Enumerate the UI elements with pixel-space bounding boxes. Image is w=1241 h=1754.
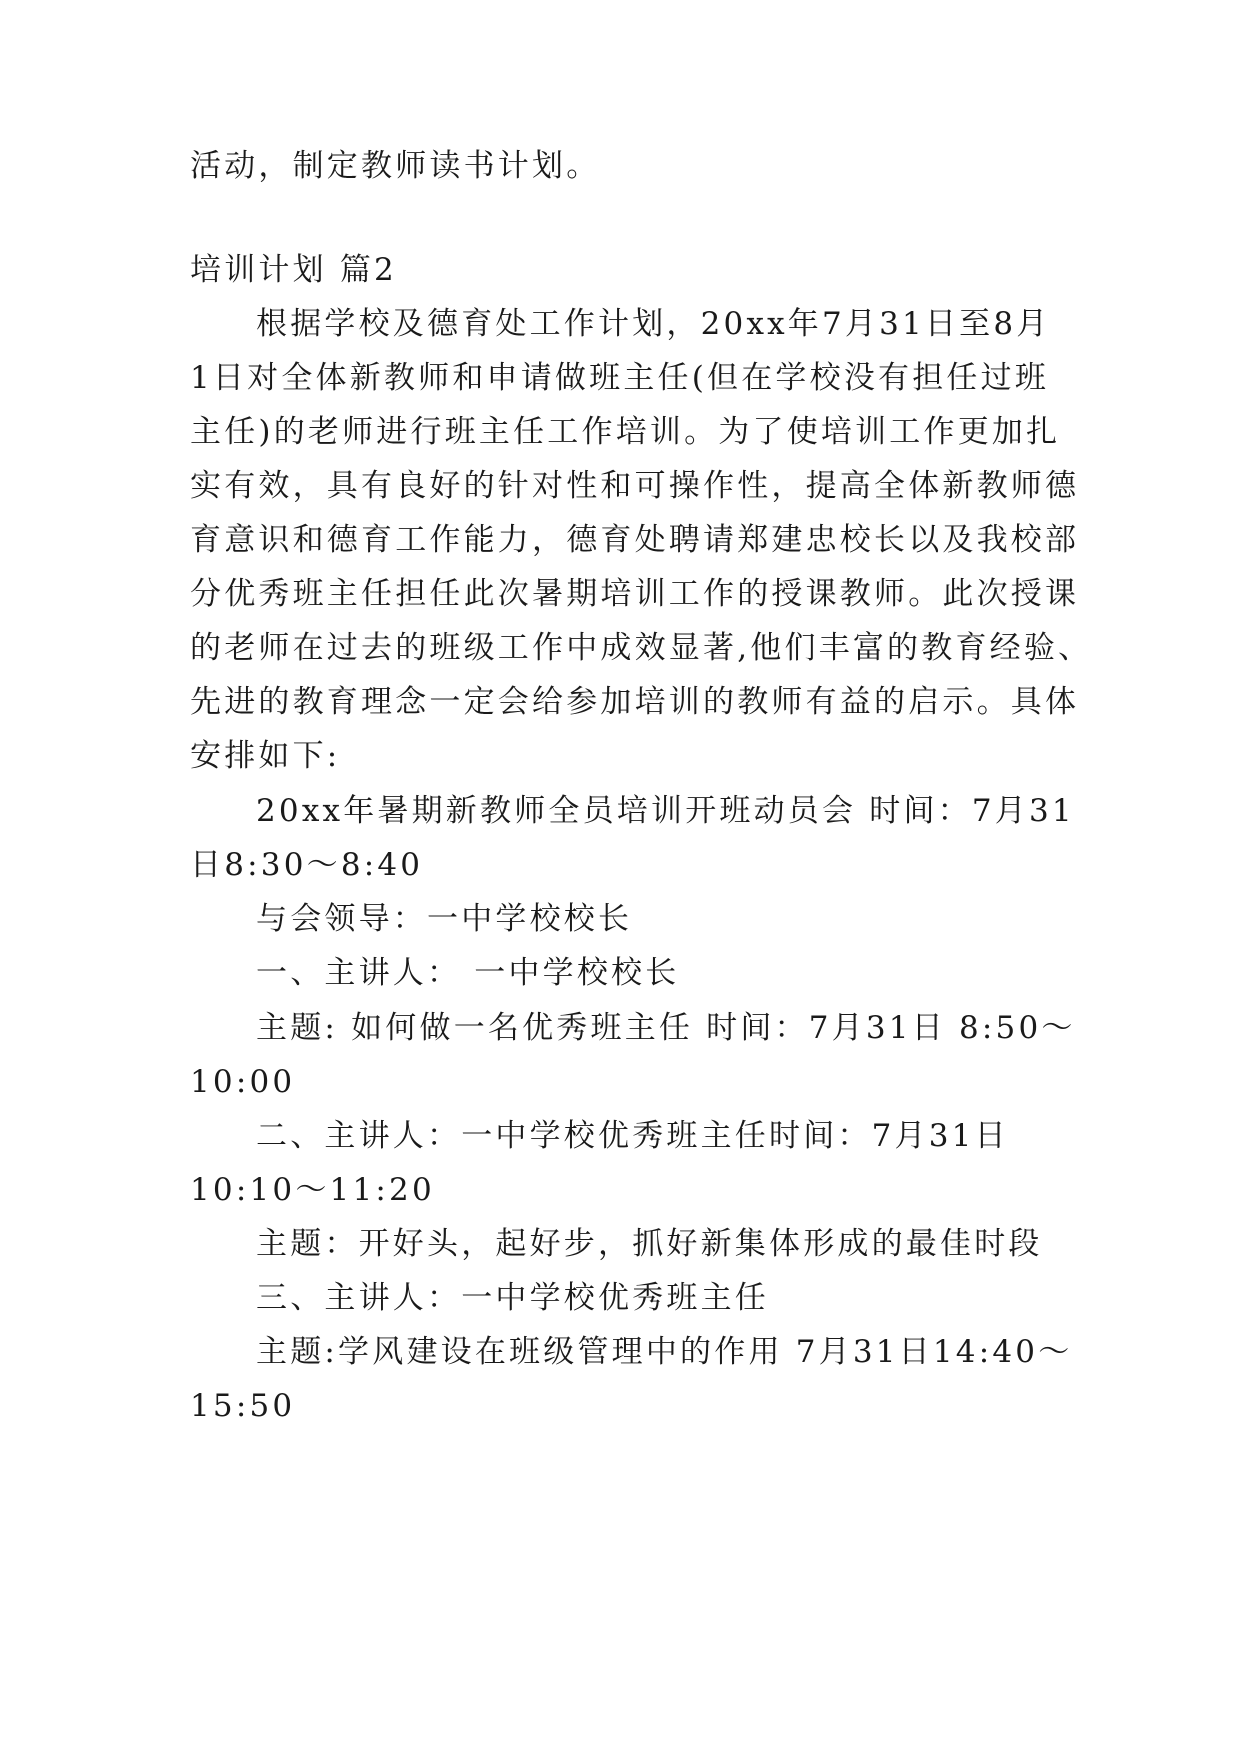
text-line: 主题：开好头，起好步，抓好新集体形成的最佳时段 [256, 1226, 1043, 1262]
text-line: 20xx年暑期新教师全员培训开班动员会 时间：7月31 [256, 793, 1075, 829]
text-line: 主题:学风建设在班级管理中的作用 7月31日14:40～ [256, 1334, 1073, 1370]
text-line: 根据学校及德育处工作计划，20xx年7月31日至8月 [256, 306, 1051, 342]
text-line: 一、主讲人： 一中学校校长 [256, 955, 680, 991]
text-line: 的老师在过去的班级工作中成效显著,他们丰富的教育经验、 [190, 630, 1093, 666]
text-line: 二、主讲人：一中学校优秀班主任时间：7月31日 [256, 1118, 1009, 1154]
text-line: 三、主讲人：一中学校优秀班主任 [256, 1280, 769, 1316]
text-line: 育意识和德育工作能力，德育处聘请郑建忠校长以及我校部 [190, 522, 1080, 558]
text-line: 活动，制定教师读书计划。 [190, 148, 601, 184]
text-line: 安排如下: [190, 738, 341, 774]
text-line: 日8:30～8:40 [190, 847, 424, 883]
text-line: 实有效，具有良好的针对性和可操作性，提高全体新教师德 [190, 468, 1080, 504]
text-line: 10:10～11:20 [190, 1172, 435, 1208]
text-line: 与会领导：一中学校校长 [256, 901, 633, 937]
text-line: 主任)的老师进行班主任工作培训。为了使培训工作更加扎 [190, 414, 1061, 450]
section-heading: 培训计划 篇2 [190, 252, 397, 288]
text-line: 先进的教育理念一定会给参加培训的教师有益的启示。具体 [190, 684, 1080, 720]
text-line: 15:50 [190, 1388, 296, 1424]
text-line: 10:00 [190, 1064, 296, 1100]
text-line: 主题: 如何做一名优秀班主任 时间：7月31日 8:50～ [256, 1010, 1076, 1046]
text-line: 分优秀班主任担任此次暑期培训工作的授课教师。此次授课 [190, 576, 1080, 612]
text-line: 1日对全体新教师和申请做班主任(但在学校没有担任过班 [190, 360, 1050, 396]
